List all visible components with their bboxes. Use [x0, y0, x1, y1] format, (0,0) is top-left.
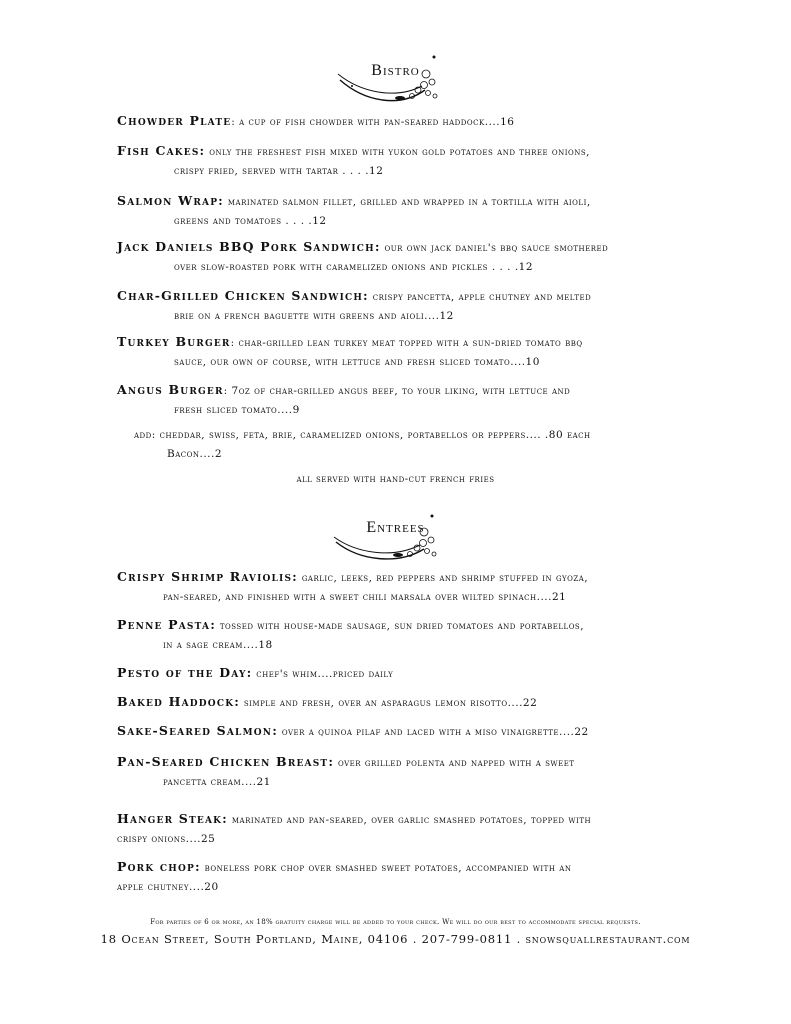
- item-name: Turkey Burger: [117, 334, 231, 349]
- item-name: Char-Grilled Chicken Sandwich:: [117, 288, 369, 303]
- item-name: Pesto of the Day:: [117, 665, 253, 680]
- menu-item: [117, 286, 591, 326]
- item-description: crispy pancetta, apple chutney and melted: [368, 291, 592, 303]
- item-name: Salmon Wrap:: [117, 193, 225, 208]
- restaurant-address: 18 Ocean Street, South Portland, Maine, 04106 . 207-799-0811 . snowsquallrestaurant.com: [100, 932, 691, 946]
- item-description: over a quinoa pilaf and laced with a miso vinaigrette....22: [278, 726, 589, 738]
- menu-item: [117, 857, 571, 897]
- item-description-cont: crispy onions....25: [117, 833, 216, 845]
- item-description-cont: crispy fried, served with tartar . . . .12: [174, 165, 384, 177]
- menu-item: [117, 752, 575, 792]
- item-description-cont: pancetta cream....21: [163, 776, 271, 788]
- entrees-title: Entrees: [366, 519, 425, 536]
- gratuity-note: For parties of 6 or more, an 18% gratuity charge will be added to your check. We will do our best to accommodate special requests.: [150, 918, 641, 926]
- item-name: Hanger Steak:: [117, 811, 229, 826]
- addon-line: add: cheddar, swiss, feta, brie, caramelized onions, portabellos or peppers.... .80 each: [134, 429, 591, 441]
- menu-item: [117, 615, 584, 655]
- item-description-cont: sauce, our own of course, with lettuce and fresh sliced tomato....10: [174, 356, 540, 368]
- bistro-title: Bistro: [371, 62, 420, 79]
- menu-item: [117, 692, 537, 713]
- item-name: Baked Haddock:: [117, 694, 241, 709]
- item-description-cont: pan-seared, and finished with a sweet chili marsala over wilted spinach....21: [163, 591, 567, 603]
- item-description: tossed with house-made sausage, sun dried tomatoes and portabellos,: [216, 620, 585, 632]
- item-description: boneless pork chop over smashed sweet potatoes, accompanied with an: [200, 862, 572, 874]
- menu-item: [117, 663, 393, 684]
- item-name: Pork chop:: [117, 859, 201, 874]
- item-description: : a cup of fish chowder with pan-seared haddock....16: [231, 116, 515, 128]
- menu-item: [117, 141, 590, 181]
- item-name: Penne Pasta:: [117, 617, 217, 632]
- item-description: marinated salmon fillet, grilled and wrapped in a tortilla with aioli,: [224, 196, 591, 208]
- item-description-cont: apple chutney....20: [117, 881, 219, 893]
- item-name: Chowder Plate: [117, 113, 232, 128]
- item-description: simple and fresh, over an asparagus lemon risotto....22: [240, 697, 538, 709]
- menu-item: [117, 721, 589, 742]
- menu-item: [117, 191, 591, 231]
- item-description: only the freshest fish mixed with yukon gold potatoes and three onions,: [205, 146, 591, 158]
- addon-bacon: Bacon....2: [167, 448, 223, 460]
- menu-item: [117, 332, 583, 372]
- fries-note: all served with hand-cut french fries: [296, 474, 495, 485]
- menu-item: [117, 567, 588, 607]
- item-description: garlic, leeks, red peppers and shrimp stuffed in gyoza,: [298, 572, 589, 584]
- item-description: : char-grilled lean turkey meat topped with a sun-dried tomato bbq: [230, 337, 583, 349]
- menu-item: [117, 809, 591, 849]
- item-description-cont: greens and tomatoes . . . .12: [174, 215, 327, 227]
- item-name: Fish Cakes:: [117, 143, 206, 158]
- item-description-cont: in a sage cream....18: [163, 639, 273, 651]
- menu-item: [117, 380, 570, 420]
- menu-item: [117, 237, 608, 277]
- item-name: Jack Daniels BBQ Pork Sandwich:: [117, 239, 381, 254]
- menu-item: [117, 111, 514, 132]
- item-description: our own jack daniel's bbq sauce smothered: [380, 242, 609, 254]
- item-name: Crispy Shrimp Raviolis:: [117, 569, 298, 584]
- item-description: over grilled polenta and napped with a sweet: [334, 757, 575, 769]
- item-name: Pan-Seared Chicken Breast:: [117, 754, 335, 769]
- item-description-cont: over slow-roasted pork with caramelized onions and pickles . . . .12: [174, 261, 534, 273]
- item-name: Angus Burger: [117, 382, 224, 397]
- item-name: Sake-Seared Salmon:: [117, 723, 279, 738]
- item-description-cont: fresh sliced tomato....9: [174, 404, 300, 416]
- item-description: chef's whim....priced daily: [252, 668, 394, 680]
- item-description: : 7oz of char-grilled angus beef, to your liking, with lettuce and: [223, 385, 571, 397]
- item-description-cont: brie on a french baguette with greens and aioli....12: [174, 310, 454, 322]
- item-description: marinated and pan-seared, over garlic smashed potatoes, topped with: [228, 814, 592, 826]
